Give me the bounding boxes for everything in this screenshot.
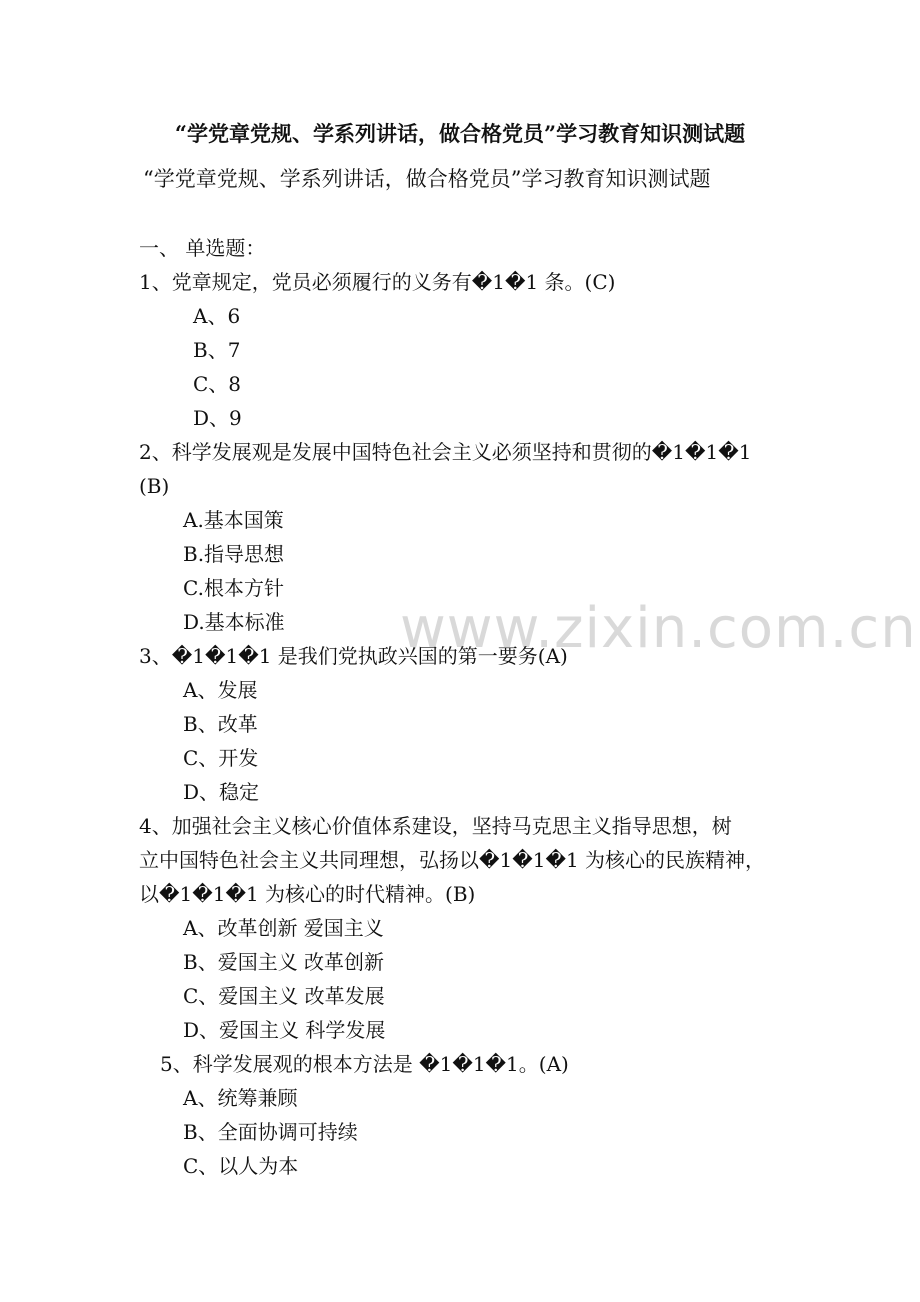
question-4-line-1: 4、加强社会主义核心价值体系建设，坚持马克思主义指导思想，树: [139, 814, 732, 838]
question-3-option-c: C、开发: [183, 746, 259, 770]
question-4-option-a: A、改革创新 爱国主义: [183, 916, 384, 940]
question-1: 1、党章规定，党员必须履行的义务有�1�1 条。(C): [139, 270, 616, 294]
question-2-option-d: D.基本标准: [183, 610, 285, 634]
document-title: “学党章党规、学系列讲话，做合格党员”学习教育知识测试题: [174, 121, 746, 146]
question-3: 3、�1�1�1 是我们党执政兴国的第一要务(A): [139, 644, 568, 668]
question-5-option-b: B、全面协调可持续: [183, 1120, 358, 1144]
question-3-option-d: D、稳定: [183, 780, 260, 804]
watermark: www.zixin.com.cn: [400, 596, 917, 661]
question-2-line-1: 2、科学发展观是发展中国特色社会主义必须坚持和贯彻的�1�1�1: [139, 440, 752, 464]
question-2-option-c: C.根本方针: [183, 576, 284, 600]
question-1-option-c: C、8: [193, 372, 242, 396]
document-subtitle: “学党章党规、学系列讲话，做合格党员”学习教育知识测试题: [143, 167, 711, 191]
question-2-line-2: (B): [139, 474, 170, 498]
question-3-option-a: A、发展: [183, 678, 258, 702]
question-4-option-c: C、爱国主义 改革发展: [183, 984, 385, 1008]
section-heading: 一、 单选题：: [139, 236, 266, 260]
question-4-option-b: B、爱国主义 改革创新: [183, 950, 385, 974]
question-1-option-b: B、7: [193, 338, 241, 362]
question-1-option-d: D、9: [193, 406, 242, 430]
question-2-option-b: B.指导思想: [183, 542, 285, 566]
question-5-option-a: A、统筹兼顾: [183, 1086, 298, 1110]
question-4-option-d: D、爱国主义 科学发展: [183, 1018, 386, 1042]
question-4-line-2: 立中国特色社会主义共同理想，弘扬以�1�1�1 为核心的民族精神，: [139, 848, 766, 872]
question-2-option-a: A.基本国策: [183, 508, 284, 532]
question-3-option-b: B、改革: [183, 712, 258, 736]
question-1-option-a: A、6: [193, 304, 241, 328]
question-4-line-3: 以�1�1�1 为核心的时代精神。(B): [139, 882, 476, 906]
question-5: 5、科学发展观的根本方法是 �1�1�1。(A): [160, 1052, 569, 1076]
question-5-option-c: C、以人为本: [183, 1154, 299, 1178]
